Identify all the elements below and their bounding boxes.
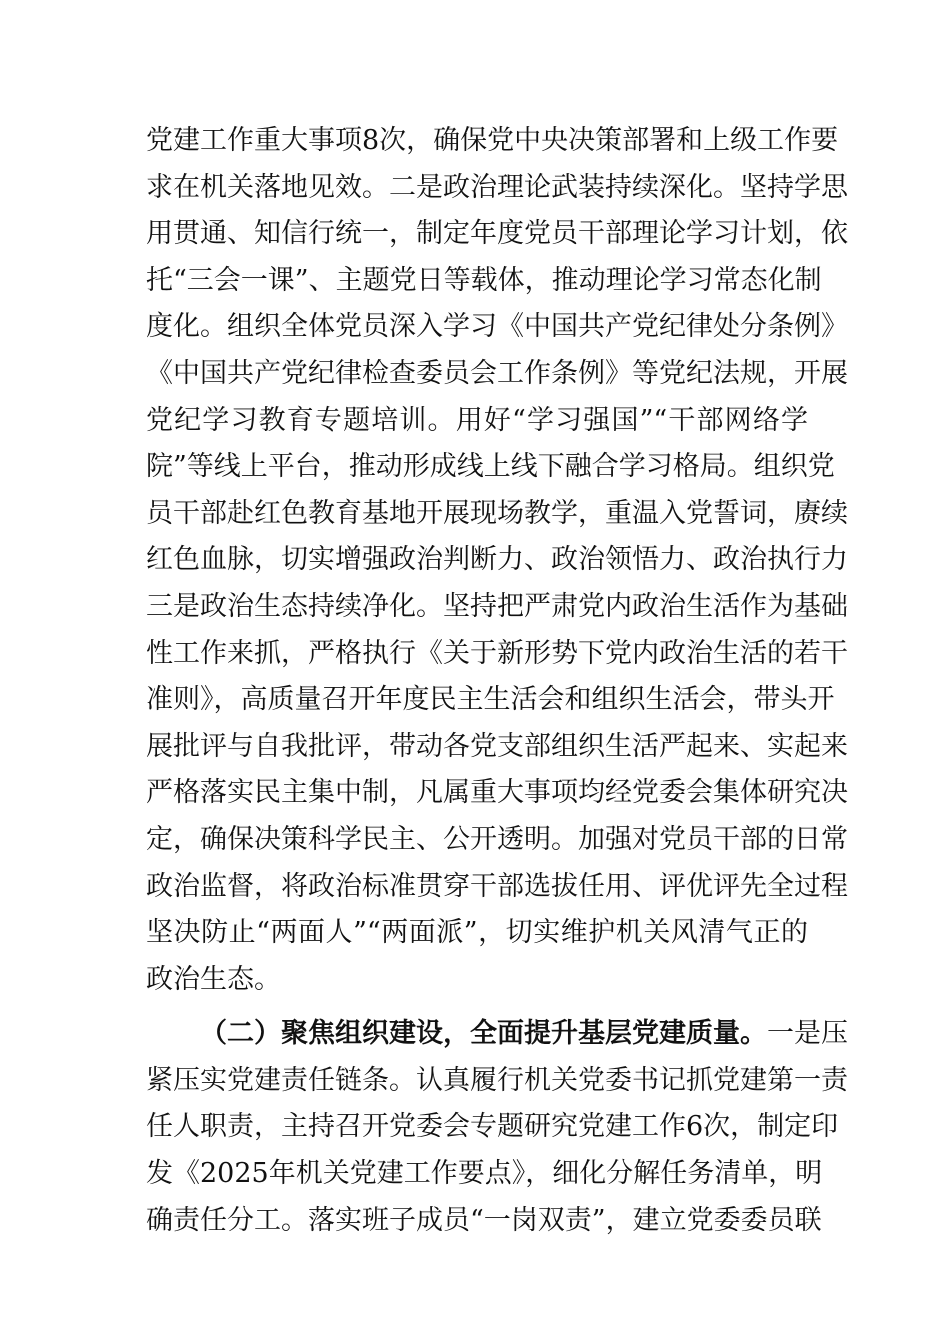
- text-line: 性工作来抓，严格执行《关于新形势下党内政治生活的若干: [146, 637, 848, 669]
- text-line: 紧压实党建责任链条。认真履行机关党委书记抓党建第一责: [146, 1064, 848, 1096]
- text-line: 《中国共产党纪律检查委员会工作条例》等党纪法规，开展: [146, 357, 848, 389]
- text-line: 确责任分工。落实班子成员“一岗双责”，建立党委委员联: [146, 1204, 822, 1236]
- text-line: 坚决防止“两面人”“两面派”，切实维护机关风清气正的: [146, 917, 808, 949]
- section-heading-continuation: 一是压: [767, 1018, 848, 1050]
- text-line: 三是政治生态持续净化。坚持把严肃党内政治生活作为基础: [146, 590, 848, 622]
- text-line: 用贯通、知信行统一，制定年度党员干部理论学习计划，依: [146, 218, 848, 250]
- paragraph-end-line: 政治生态。: [146, 963, 281, 995]
- text-line: 严格落实民主集中制，凡属重大事项均经党委会集体研究决: [146, 777, 848, 809]
- text-line: 准则》，高质量召开年度民主生活会和组织生活会，带头开: [146, 684, 835, 716]
- section-heading: （二）聚焦组织建设，全面提升基层党建质量。: [200, 1018, 767, 1050]
- body-text: [146, 118, 848, 1244]
- text-line: 发《2025年机关党建工作要点》，细化分解任务清单，明: [146, 1158, 823, 1190]
- text-line: 员干部赴红色教育基地开展现场教学，重温入党誓词，赓续: [146, 497, 848, 529]
- text-line: 度化。组织全体党员深入学习《中国共产党纪律处分条例》: [146, 311, 848, 343]
- text-line: 托“三会一课”、主题党日等载体，推动理论学习常态化制: [146, 264, 822, 296]
- text-line: 党建工作重大事项8次，确保党中央决策部署和上级工作要: [146, 125, 839, 156]
- text-line: 党纪学习教育专题培训。用好“学习强国”“干部网络学: [146, 404, 808, 436]
- text-line: 红色血脉，切实增强政治判断力、政治领悟力、政治执行力: [146, 544, 848, 576]
- text-line: 定，确保决策科学民主、公开透明。加强对党员干部的日常: [146, 823, 848, 855]
- text-line: 展批评与自我批评，带动各党支部组织生活严起来、实起来: [146, 730, 848, 762]
- text-line: 求在机关落地见效。二是政治理论武装持续深化。坚持学思: [146, 171, 848, 203]
- text-line: 院”等线上平台，推动形成线上线下融合学习格局。组织党: [146, 451, 835, 483]
- text-line: 任人职责，主持召开党委会专题研究党建工作6次，制定印: [146, 1111, 839, 1143]
- section-heading-line: [146, 1011, 848, 1058]
- text-line: 政治监督，将政治标准贯穿干部选拔任用、评优评先全过程: [146, 870, 848, 902]
